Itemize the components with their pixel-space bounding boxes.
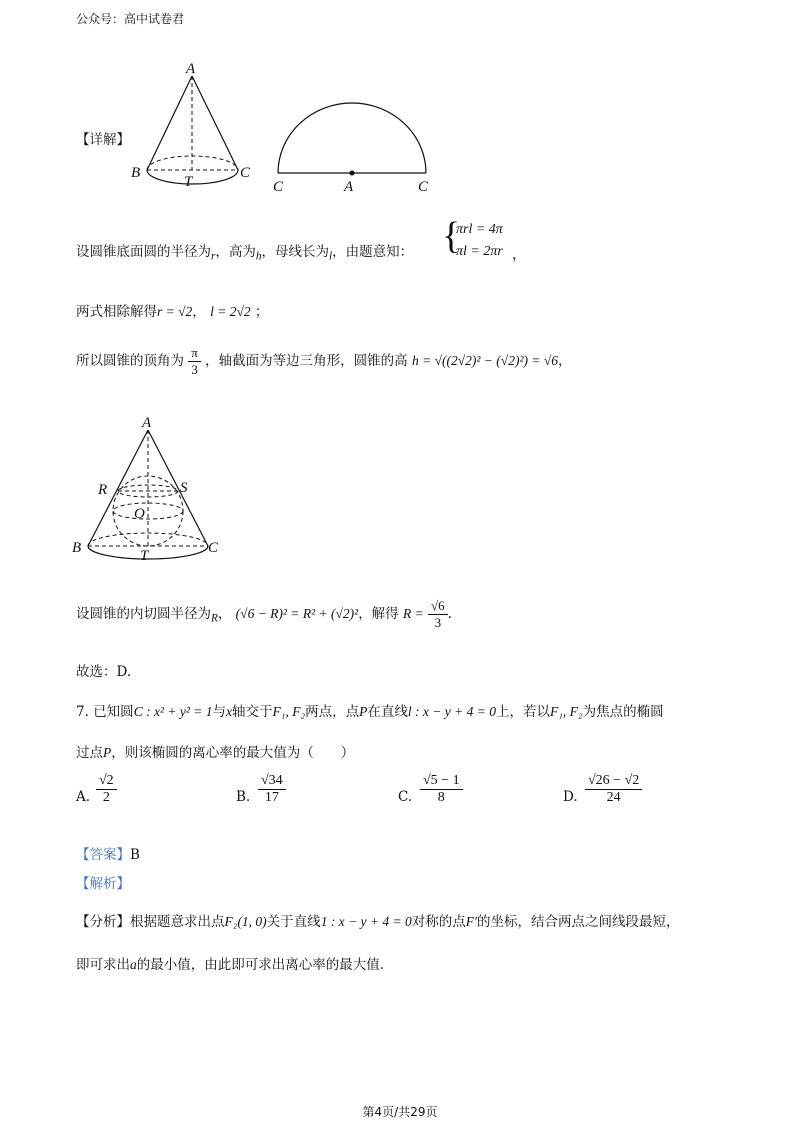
label-T: T <box>184 174 193 190</box>
label-C2: C <box>418 179 429 195</box>
analysis-line-2: 即可求出a的最小值，由此即可求出离心率的最大值. <box>76 957 385 973</box>
label-B: B <box>131 165 141 181</box>
label-A: A <box>186 61 196 77</box>
analysis-line-1: 【分析】根据题意求出点F₂(1, 0)关于直线1 : x − y + 4 = 0对称的点F′的坐标，结合两点之间线段最短， <box>76 914 680 930</box>
label-O: O <box>134 506 145 522</box>
answer-value: B <box>130 847 140 863</box>
label-C: C <box>240 165 251 181</box>
cone-figure-2 <box>68 412 238 572</box>
semicircle-figure <box>268 95 438 195</box>
label-B3: B <box>72 540 82 556</box>
label-A2: A <box>344 179 354 195</box>
para-4: 设圆锥的内切圆半径为$_R$， (√6 − R)² = R² + (√2)²，解得 R = $\frac{√6}{3}$ . <box>76 598 452 630</box>
label-T3: T <box>140 548 149 564</box>
question-7-line-2: 过点P，则该椭圆的离心率的最大值为（ ） <box>76 745 355 761</box>
para-2: 两式相除解得r = √2， l = 2√2 ； <box>76 304 269 320</box>
question-7-line-1: 7. 已知圆C : x² + y² = 1与x轴交于F₁, F₂两点，点P在直线l : x − y + 4 = 0上，若以F₁, F₂为焦点的椭圆 <box>76 704 664 720</box>
label-C3: C <box>208 540 219 556</box>
label-C1: C <box>273 179 284 195</box>
answer-label: 【答案】 <box>76 847 130 863</box>
detail-label: 【详解】 <box>76 132 130 148</box>
label-A3: A <box>142 415 152 431</box>
cone-figure-1 <box>128 58 258 198</box>
previous-answer: 故选：D. <box>76 664 132 680</box>
answer-row <box>76 843 140 863</box>
label-S: S <box>180 480 188 496</box>
para-3: 所以圆锥的顶角为 $\frac{\pi}{3}$ ，轴截面为等边三角形，圆锥的高 h = √((2√2)² − (√2)²) = √6， <box>76 345 572 377</box>
analysis-label: 【解析】 <box>76 876 130 892</box>
page-footer: 第4页/共29页 <box>362 1105 438 1119</box>
label-R: R <box>98 482 108 498</box>
para-1: 设圆锥底面圆的半径为$_r$，高为$_h$，母线长为$_l$，由题意知： <box>76 244 414 263</box>
header-account: 公众号：高中试卷君 <box>76 12 185 26</box>
